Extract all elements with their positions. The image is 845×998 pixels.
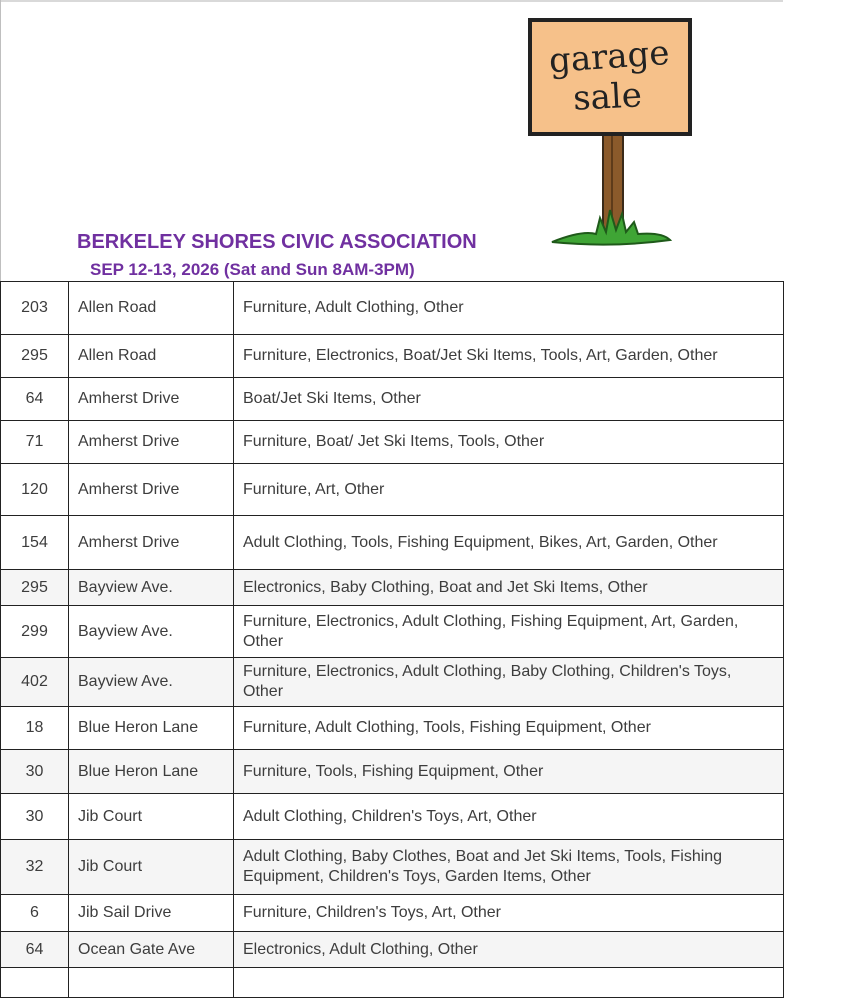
- sale-items: [234, 968, 784, 998]
- street-name: [69, 968, 234, 998]
- house-number: 120: [1, 464, 69, 516]
- table-row: [1, 932, 784, 968]
- table-row: [1, 895, 784, 932]
- sale-items: Furniture, Adult Clothing, Other: [234, 282, 784, 335]
- sale-items: Boat/Jet Ski Items, Other: [234, 378, 784, 421]
- table-row: [1, 282, 784, 335]
- table-row: [1, 421, 784, 464]
- street-name: Amherst Drive: [69, 516, 234, 570]
- sale-items: Furniture, Children's Toys, Art, Other: [234, 895, 784, 932]
- table-row: [1, 516, 784, 570]
- street-name: Bayview Ave.: [69, 606, 234, 658]
- sale-items: Adult Clothing, Tools, Fishing Equipment, Bikes, Art, Garden, Other: [234, 516, 784, 570]
- house-number: 30: [1, 750, 69, 794]
- table-row: [1, 378, 784, 421]
- association-title: BERKELEY SHORES CIVIC ASSOCIATION: [77, 231, 477, 253]
- table-row: [1, 658, 784, 707]
- listings-table: [0, 281, 784, 998]
- house-number: 32: [1, 840, 69, 895]
- street-name: Amherst Drive: [69, 464, 234, 516]
- table-row: [1, 794, 784, 840]
- sign-line2: sale: [572, 75, 643, 119]
- house-number: 154: [1, 516, 69, 570]
- table-row: [1, 968, 784, 998]
- house-number: 203: [1, 282, 69, 335]
- street-name: Blue Heron Lane: [69, 707, 234, 750]
- sale-items: Adult Clothing, Baby Clothes, Boat and Jet Ski Items, Tools, Fishing Equipment, Children's Toys, Garden Items, Other: [234, 840, 784, 895]
- sign-line1: garage: [547, 32, 671, 82]
- sale-items: Furniture, Electronics, Boat/Jet Ski Items, Tools, Art, Garden, Other: [234, 335, 784, 378]
- table-row: [1, 840, 784, 895]
- sale-items: Furniture, Boat/ Jet Ski Items, Tools, Other: [234, 421, 784, 464]
- street-name: Jib Court: [69, 840, 234, 895]
- house-number: 295: [1, 335, 69, 378]
- house-number: 402: [1, 658, 69, 707]
- house-number: 299: [1, 606, 69, 658]
- table-row: [1, 464, 784, 516]
- house-number: 6: [1, 895, 69, 932]
- sale-dates: SEP 12-13, 2026 (Sat and Sun 8AM-3PM): [90, 260, 415, 279]
- sale-items: Furniture, Electronics, Adult Clothing, Baby Clothing, Children's Toys, Other: [234, 658, 784, 707]
- header: [0, 0, 783, 282]
- table-row: [1, 750, 784, 794]
- table-row: [1, 335, 784, 378]
- table-row: [1, 606, 784, 658]
- street-name: Bayview Ave.: [69, 658, 234, 707]
- sale-items: Adult Clothing, Children's Toys, Art, Other: [234, 794, 784, 840]
- garage-sale-sign-icon: [512, 4, 712, 250]
- street-name: Allen Road: [69, 335, 234, 378]
- house-number: 64: [1, 932, 69, 968]
- street-name: Jib Court: [69, 794, 234, 840]
- sale-items: Furniture, Tools, Fishing Equipment, Other: [234, 750, 784, 794]
- street-name: Bayview Ave.: [69, 570, 234, 606]
- street-name: Jib Sail Drive: [69, 895, 234, 932]
- house-number: 71: [1, 421, 69, 464]
- sale-items: Furniture, Art, Other: [234, 464, 784, 516]
- house-number: 295: [1, 570, 69, 606]
- table-row: [1, 707, 784, 750]
- street-name: Blue Heron Lane: [69, 750, 234, 794]
- house-number: 30: [1, 794, 69, 840]
- house-number: 64: [1, 378, 69, 421]
- sale-items: Furniture, Adult Clothing, Tools, Fishing Equipment, Other: [234, 707, 784, 750]
- sale-items: Electronics, Adult Clothing, Other: [234, 932, 784, 968]
- street-name: Amherst Drive: [69, 378, 234, 421]
- sale-items: Electronics, Baby Clothing, Boat and Jet Ski Items, Other: [234, 570, 784, 606]
- street-name: Amherst Drive: [69, 421, 234, 464]
- street-name: Ocean Gate Ave: [69, 932, 234, 968]
- house-number: [1, 968, 69, 998]
- table-row: [1, 570, 784, 606]
- street-name: Allen Road: [69, 282, 234, 335]
- sale-items: Furniture, Electronics, Adult Clothing, Fishing Equipment, Art, Garden, Other: [234, 606, 784, 658]
- house-number: 18: [1, 707, 69, 750]
